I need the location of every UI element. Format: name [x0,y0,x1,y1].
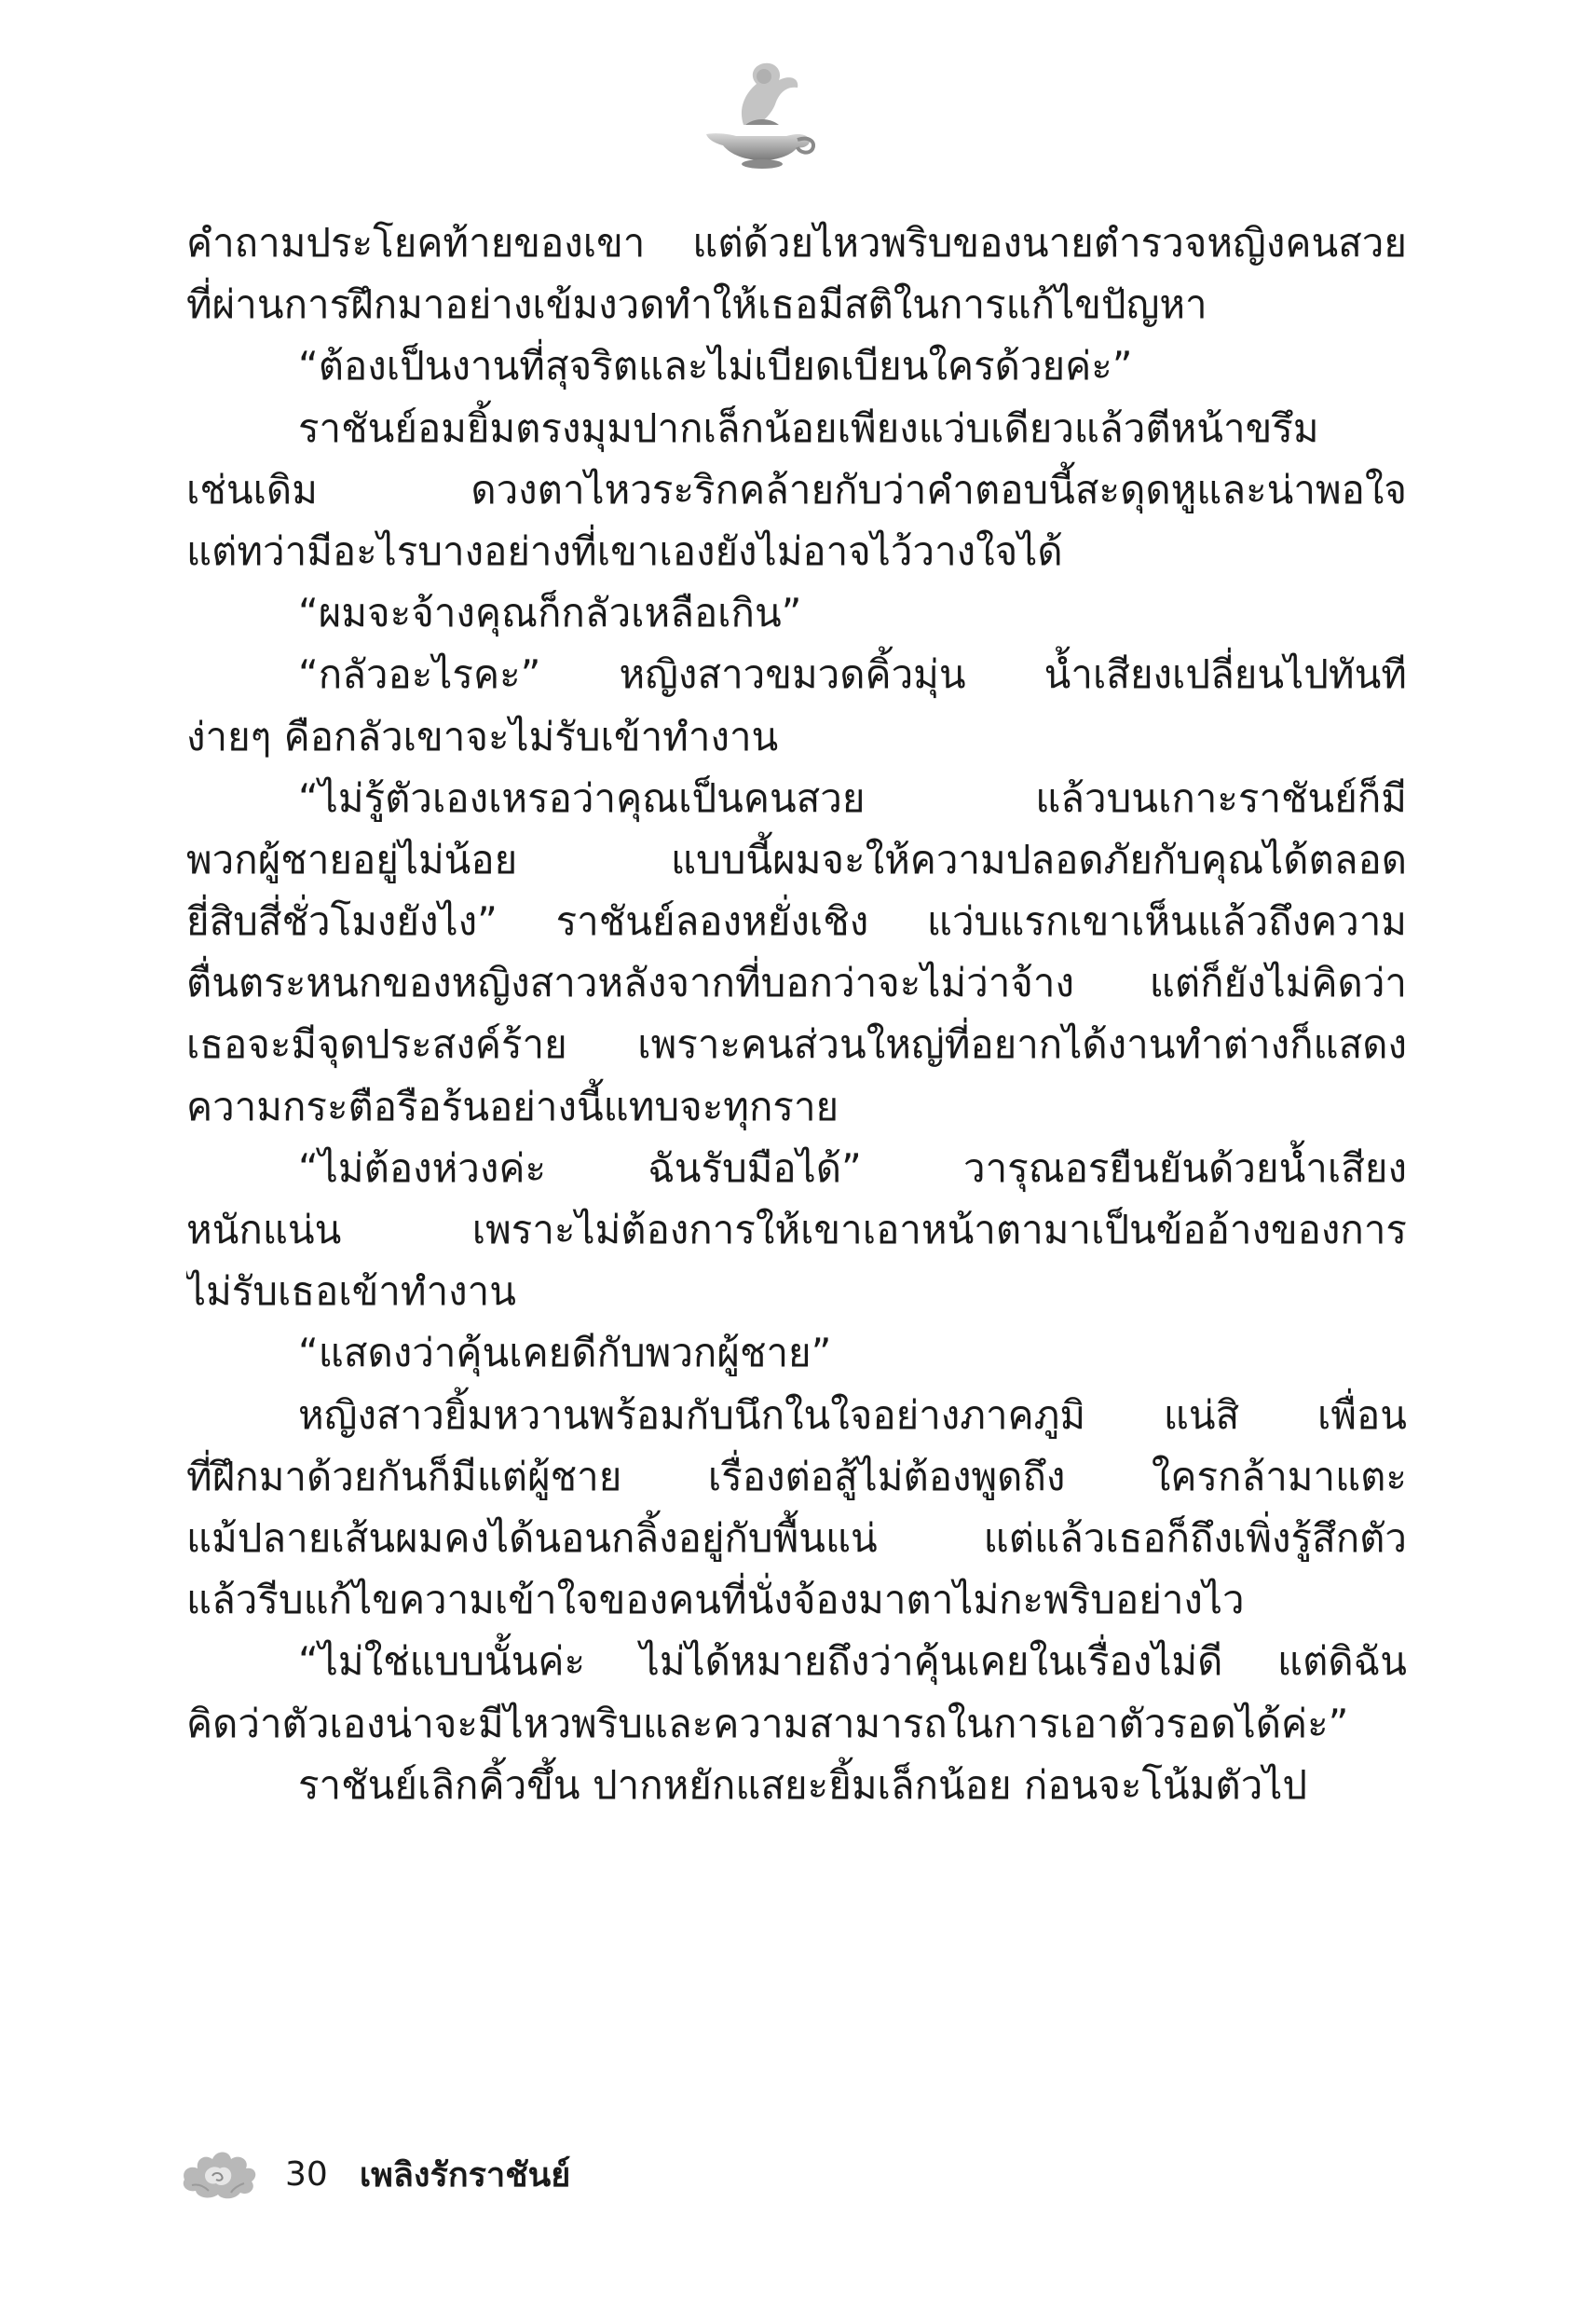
text-line: ง่ายๆ คือกลัวเขาจะไม่รับเข้าทำงาน [186,713,779,759]
genie-lamp-icon-graphic [689,56,820,172]
body-text [186,212,1407,1816]
text-line: เธอจะมีจุดประสงค์ร้าย เพราะคนส่วนใหญ่ที่อยากได้งานทำต่างก็แสดง [186,1021,1407,1068]
text-line: ราชันย์เลิกคิ้วขึ้น ปากหยักแสยะยิ้มเล็กน้อย ก่อนจะโน้มตัวไป [298,1761,1308,1808]
book-title: เพลิงรักราชันย์ [359,2155,571,2195]
text-line: ที่ฝึกมาด้วยกันก็มีแต่ผู้ชาย เรื่องต่อสู้ไม่ต้องพูดถึง ใครกล้ามาแตะ [186,1453,1407,1499]
text-line: ตื่นตระหนกของหญิงสาวหลังจากที่บอกว่าจะไม่ว่าจ้าง แต่ก็ยังไม่คิดว่า [186,960,1407,1006]
text-line: “ผมจะจ้างคุณก็กลัวเหลือเกิน” [298,590,802,636]
text-line: ความกระตือรือร้นอย่างนี้แทบจะทุกราย [186,1083,839,1129]
rose-icon [177,2142,285,2206]
text-line: “แสดงว่าคุ้นเคยดีกับพวกผู้ชาย” [298,1330,832,1376]
page-number: 30 [285,2154,328,2194]
text-line: “ไม่ใช่แบบนั้นค่ะ ไม่ได้หมายถึงว่าคุ้นเคยในเรื่องไม่ดี แต่ดิฉัน [298,1638,1407,1685]
text-line: ราชันย์อมยิ้มตรงมุมปากเล็กน้อยเพียงแว่บเดียวแล้วตีหน้าขรึม [298,404,1319,451]
text-line: ที่ผ่านการฝึกมาอย่างเข้มงวดทำให้เธอมีสติในการแก้ไขปัญหา [186,281,1207,328]
text-line: พวกผู้ชายอยู่ไม่น้อย แบบนี้ผมจะให้ความปลอดภัยกับคุณได้ตลอด [186,836,1407,882]
rose-icon-graphic [177,2142,259,2202]
text-line: หญิงสาวยิ้มหวานพร้อมกับนึกในใจอย่างภาคภูมิ แน่สิ เพื่อน [298,1391,1407,1438]
text-line: ไม่รับเธอเข้าทำงาน [186,1268,516,1315]
text-line: แม้ปลายเส้นผมคงได้นอนกลิ้งอยู่กับพื้นแน่ แต่แล้วเธอก็ถึงเพิ่งรู้สึกตัว [186,1514,1407,1561]
text-line: “ไม่ต้องห่วงค่ะ ฉันรับมือได้” วารุณอรยืนยันด้วยน้ำเสียง [298,1144,1407,1191]
text-line: “ต้องเป็นงานที่สุจริตและไม่เบียดเบียนใครด้วยค่ะ” [298,343,1133,390]
text-line: หนักแน่น เพราะไม่ต้องการให้เขาเอาหน้าตามาเป็นข้ออ้างของการ [186,1207,1407,1252]
text-line: “ไม่รู้ตัวเองเหรอว่าคุณเป็นคนสวย แล้วบนเกาะราชันย์ก็มี [298,774,1407,821]
text-line: แต่ทว่ามีอะไรบางอย่างที่เขาเองยังไม่อาจไว้วางใจได้ [186,527,1063,574]
text-line: ยี่สิบสี่ชั่วโมงยังไง” ราชันย์ลองหยั่งเชิง แว่บแรกเขาเห็นแล้วถึงความ [186,898,1407,945]
text-line: คิดว่าตัวเองน่าจะมีไหวพริบและความสามารถในการเอาตัวรอดได้ค่ะ” [186,1700,1349,1746]
text-line: แล้วรีบแก้ไขความเข้าใจของคนที่นั่งจ้องมาตาไม่กะพริบอย่างไว [186,1577,1245,1623]
text-line: เช่นเดิม ดวงตาไหวระริกคล้ายกับว่าคำตอบนี้สะดุดหูและน่าพอใจ [186,466,1407,513]
text-line: คำถามประโยคท้ายของเขา แต่ด้วยไหวพริบของนายตำรวจหญิงคนสวย [186,220,1407,266]
page-footer [177,2141,570,2207]
text-line: “กลัวอะไรคะ” หญิงสาวขมวดคิ้วมุ่น น้ำเสียงเปลี่ยนไปทันที [298,651,1407,698]
